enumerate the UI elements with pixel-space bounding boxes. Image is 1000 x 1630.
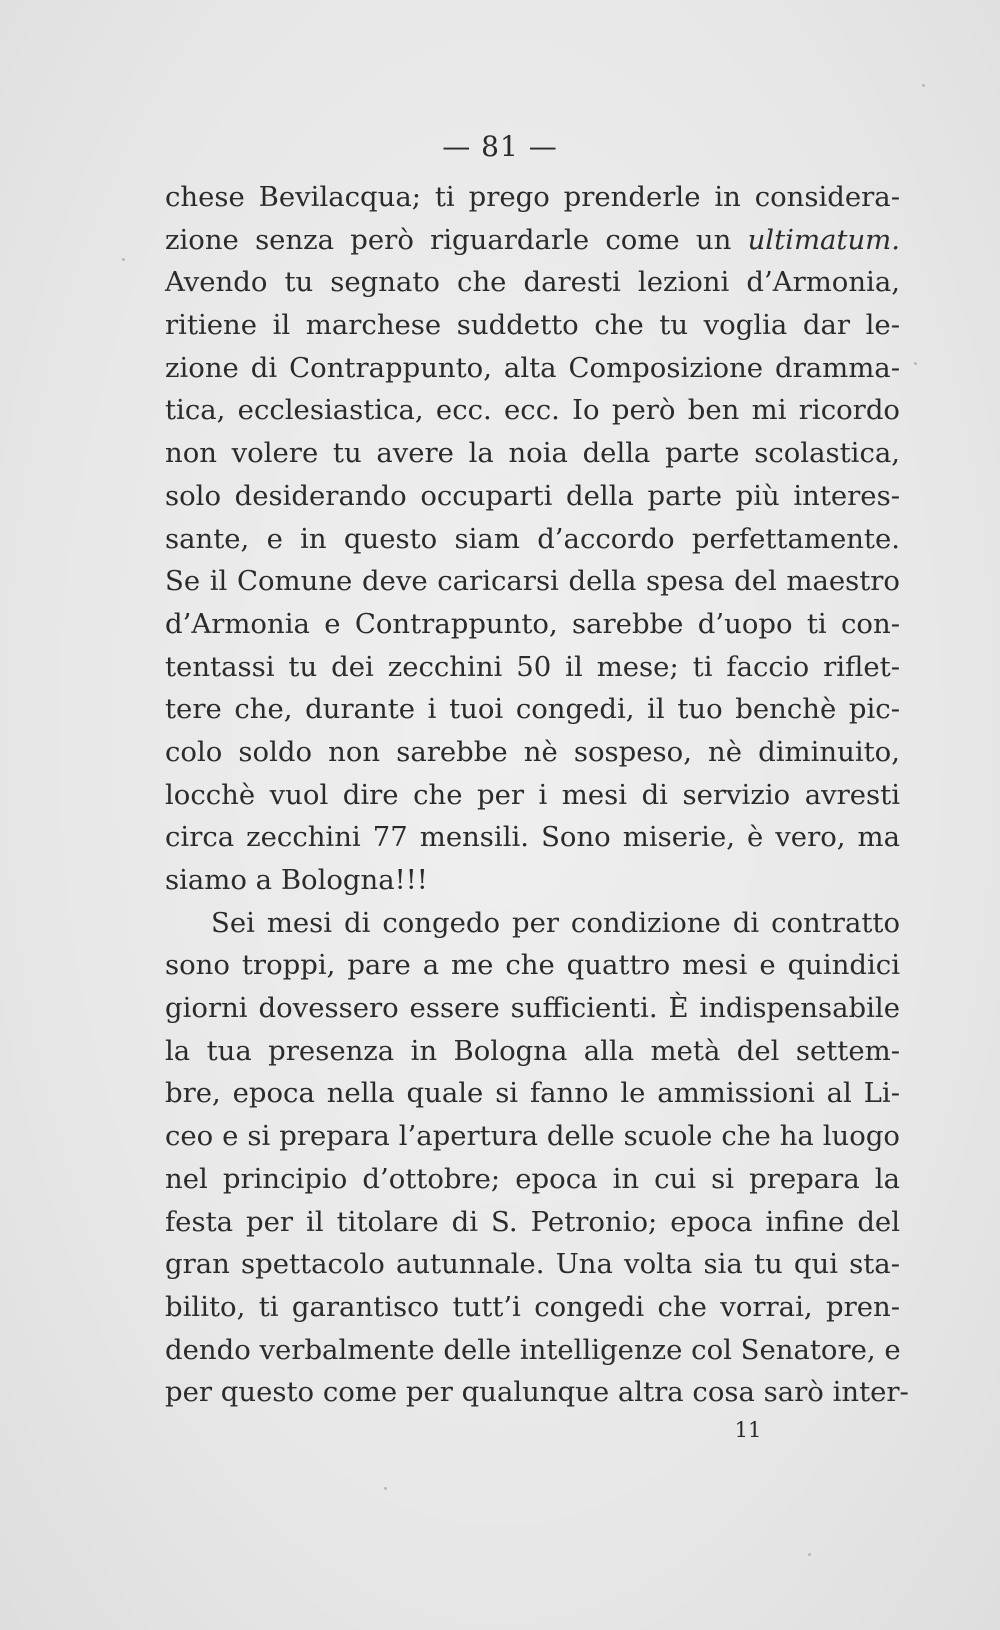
text-line: festa per il titolare di S. Petronio; epoca infine del bbox=[165, 1205, 900, 1238]
paper-speck bbox=[914, 362, 917, 365]
text-line: giorni dovessero essere sufficienti. È indispensabile bbox=[165, 992, 900, 1025]
text-line: dendo verbalmente delle intelligenze col Senatore, e bbox=[165, 1333, 901, 1366]
text-line: Se il Comune deve caricarsi della spesa del maestro bbox=[165, 565, 900, 598]
page-number: — 81 — bbox=[442, 130, 558, 163]
text-line: colo soldo non sarebbe nè sospeso, nè diminuito, bbox=[165, 735, 900, 768]
text-line: gran spettacolo autunnale. Una volta sia tu qui sta- bbox=[165, 1248, 900, 1281]
body-text bbox=[165, 176, 909, 1414]
paper-speck bbox=[384, 1487, 387, 1490]
text-line bbox=[165, 219, 900, 262]
text-line: tere che, durante i tuoi congedi, il tuo benchè pic- bbox=[165, 693, 900, 726]
paper-speck bbox=[922, 84, 925, 87]
text-line: zione di Contrappunto, alta Composizione dramma- bbox=[165, 351, 900, 384]
text-line: nel principio d’ottobre; epoca in cui si prepara la bbox=[165, 1162, 900, 1195]
signature-mark: 11 bbox=[734, 1418, 762, 1442]
text-line: tentassi tu dei zecchini 50 il mese; ti faccio riflet- bbox=[165, 650, 900, 683]
text-line: sono troppi, pare a me che quattro mesi e quindici bbox=[165, 949, 900, 982]
paper-speck bbox=[122, 258, 125, 261]
text-line: per questo come per qualunque altra cosa sarò inter- bbox=[165, 1376, 909, 1409]
text-line: bilito, ti garantisco tutt’i congedi che vorrai, pren- bbox=[165, 1290, 900, 1323]
text-line: sante, e in questo siam d’accordo perfettamente. bbox=[165, 522, 900, 555]
text-line: d’Armonia e Contrappunto, sarebbe d’uopo ti con- bbox=[165, 607, 900, 640]
text-line: non volere tu avere la noia della parte scolastica, bbox=[165, 437, 900, 470]
text-line: ritiene il marchese suddetto che tu voglia dar le- bbox=[165, 309, 900, 342]
text-line: siamo a Bologna!!! bbox=[165, 864, 428, 896]
text-line: la tua presenza in Bologna alla metà del settem- bbox=[165, 1034, 900, 1067]
text-line: ceo e si prepara l’apertura delle scuole che ha luogo bbox=[165, 1120, 900, 1153]
text-line: tica, ecclesiastica, ecc. ecc. Io però ben mi ricordo bbox=[165, 394, 900, 427]
text-line: Avendo tu segnato che daresti lezioni d’Armonia, bbox=[165, 266, 900, 299]
text-line: chese Bevilacqua; ti prego prenderle in considera- bbox=[165, 181, 900, 213]
paper-speck bbox=[808, 1553, 811, 1556]
text-line: Sei mesi di congedo per condizione di contratto bbox=[211, 906, 900, 939]
text-line: bre, epoca nella quale si fanno le ammissioni al Li- bbox=[165, 1077, 900, 1110]
text-line: locchè vuol dire che per i mesi di servizio avresti bbox=[165, 778, 900, 811]
text-span: zione senza però riguardarle come un bbox=[165, 223, 748, 256]
text-line: solo desiderando occuparti della parte più interes- bbox=[165, 479, 900, 512]
text-line: circa zecchini 77 mensili. Sono miserie, è vero, ma bbox=[165, 821, 900, 854]
italic-term: ultimatum. bbox=[747, 223, 900, 256]
